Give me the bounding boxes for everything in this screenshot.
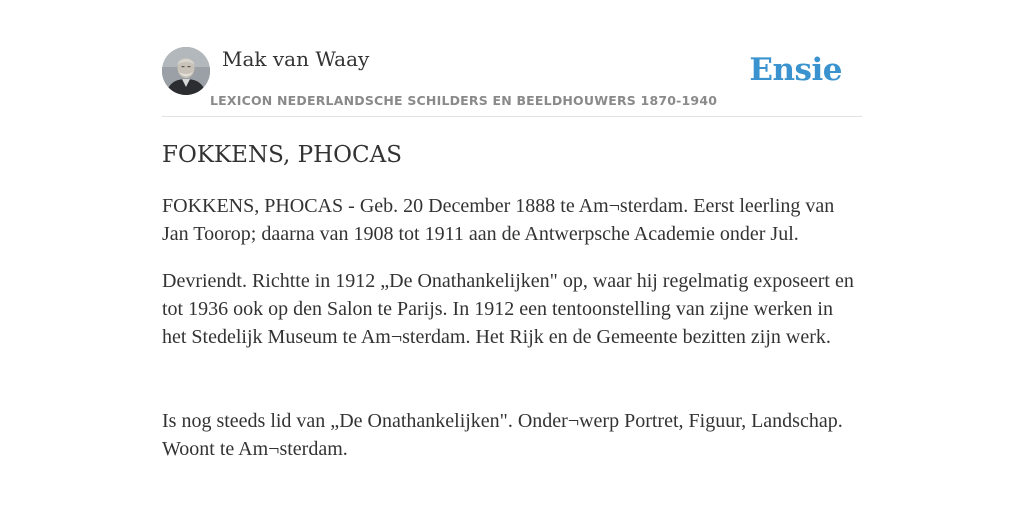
- author-name[interactable]: Mak van Waay: [222, 47, 370, 71]
- source-title[interactable]: LEXICON NEDERLANDSCHE SCHILDERS EN BEELDHOUWERS 1870-1940: [210, 93, 718, 108]
- paragraph: Is nog steeds lid van „De Onathankelijken". Onder¬werp Portret, Figuur, Landschap. Woont te Am¬sterdam.: [162, 410, 843, 460]
- page-title: FOKKENS, PHOCAS: [162, 142, 403, 168]
- paragraph: Devriendt. Richtte in 1912 „De Onathankelijken" op, waar hij regelmatig exposeert en tot 1936 ook op den Salon te Parijs. In 1912 een tentoonstelling van zijne werken in het Stedelijk Museum te Am¬sterdam. Het Rijk en de Gemeente bezitten zijn werk.: [162, 270, 854, 348]
- paragraph: FOKKENS, PHOCAS - Geb. 20 December 1888 te Am¬sterdam. Eerst leerling van Jan Toorop; daarna van 1908 tot 1911 aan de Antwerpsche Academie onder Jul.: [162, 195, 835, 245]
- author-portrait-image: [162, 47, 210, 95]
- avatar[interactable]: [162, 47, 210, 95]
- article-body: [162, 192, 862, 482]
- header: [162, 46, 862, 117]
- brand-logo[interactable]: Ensie: [749, 52, 842, 88]
- paragraph-gap: [162, 370, 862, 407]
